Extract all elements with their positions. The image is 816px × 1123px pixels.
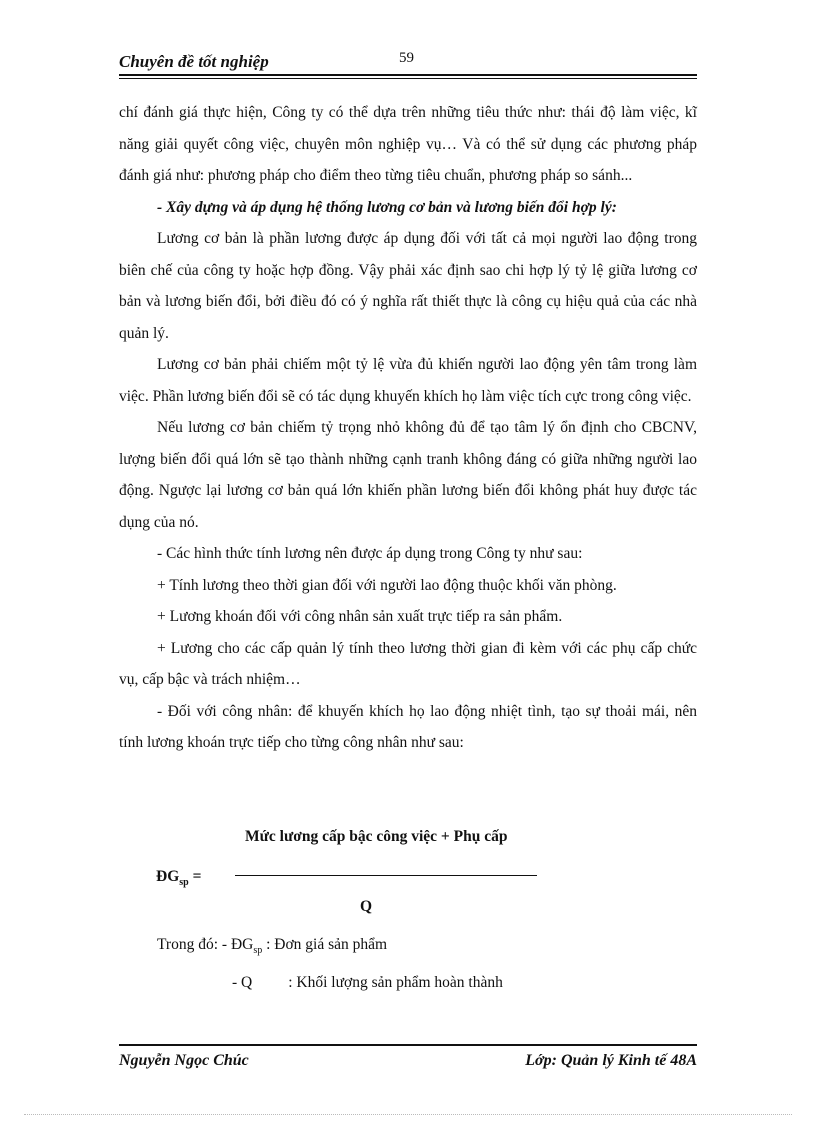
page-number: 59 [399,50,414,66]
list-item: + Tính lương theo thời gian đối với người lao động thuộc khối văn phòng. [157,576,617,594]
page-footer [119,1044,697,1074]
paragraph: Lương cơ bản là phần lương được áp dụng đối với tất cả mọi người lao động trong biên chế của công ty hoặc hợp đồng. Vậy phải xác định sao chi hợp lý tỷ lệ giữa lương cơ bản và lương biến đổi, bởi điều đó có ý nghĩa rất thiết thực là công cụ hiệu quả của các nhà quản lý. [119,230,697,342]
document-title: Chuyên đề tốt nghiệp [119,52,269,71]
footer-rule [119,1044,697,1046]
header-rule-thick [119,74,697,76]
formula-numerator: Mức lương cấp bậc công việc + Phụ cấp [245,828,508,845]
formula-denominator: Q [360,898,373,915]
header-rule-thin [119,78,697,79]
formula-lhs: $ĐG_{sp}$ = [156,868,202,889]
list-item: + Lương cho các cấp quản lý tính theo lương thời gian đi kèm với các phụ cấp chức vụ, cấp bậc và trách nhiệm… [119,639,697,688]
list-item: + Lương khoán đối với công nhân sản xuất trực tiếp ra sản phẩm. [157,608,563,625]
section-heading: - Xây dựng và áp dụng hệ thống lương cơ bản và lương biến đổi hợp lý: [157,198,617,216]
class-label: Lớp: Quản lý Kinh tế 48A [525,1052,697,1069]
definition-row: - Q : Khối lượng sản phẩm hoàn thành [232,974,503,992]
page-header [119,50,697,76]
definition-row: Trong đó: - $ĐG_{sp}$ : Đơn giá sản phẩm [157,936,388,957]
body-text [119,97,697,759]
formula-definitions [157,929,503,999]
paragraph: - Các hình thức tính lương nên được áp dụng trong Công ty như sau: [157,545,583,562]
fraction-bar [235,875,537,876]
author-name: Nguyễn Ngọc Chúc [119,1052,249,1069]
page-edge-dotted-line [24,1114,792,1115]
unit-price-formula [119,828,697,928]
paragraph: - Đối với công nhân: để khuyến khích họ lao động nhiệt tình, tạo sự thoải mái, nên tính lương khoán trực tiếp cho từng công nhân như sau: [119,702,697,751]
paragraph: Lương cơ bản phải chiếm một tỷ lệ vừa đủ khiến người lao động yên tâm trong làm việc. Phần lương biến đổi sẽ có tác dụng khuyến khích họ làm việc tích cực trong công việc. [119,356,697,405]
paragraph: chí đánh giá thực hiện, Công ty có thể dựa trên những tiêu thức như: thái độ làm việc, kĩ năng giải quyết công việc, chuyên môn nghiệp vụ… Và có thể sử dụng các phương pháp đánh giá như: phương pháp cho điểm theo từng tiêu chuẩn, phương pháp so sánh... [119,104,697,184]
paragraph: Nếu lương cơ bản chiếm tỷ trọng nhỏ không đủ để tạo tâm lý ổn định cho CBCNV, lượng biến đổi quá lớn sẽ tạo thành những cạnh tranh không đáng có giữa những người lao động. Ngược lại lương cơ bản quá lớn khiến phần lương biến đổi không phát huy được tác dụng của nó. [119,419,697,531]
